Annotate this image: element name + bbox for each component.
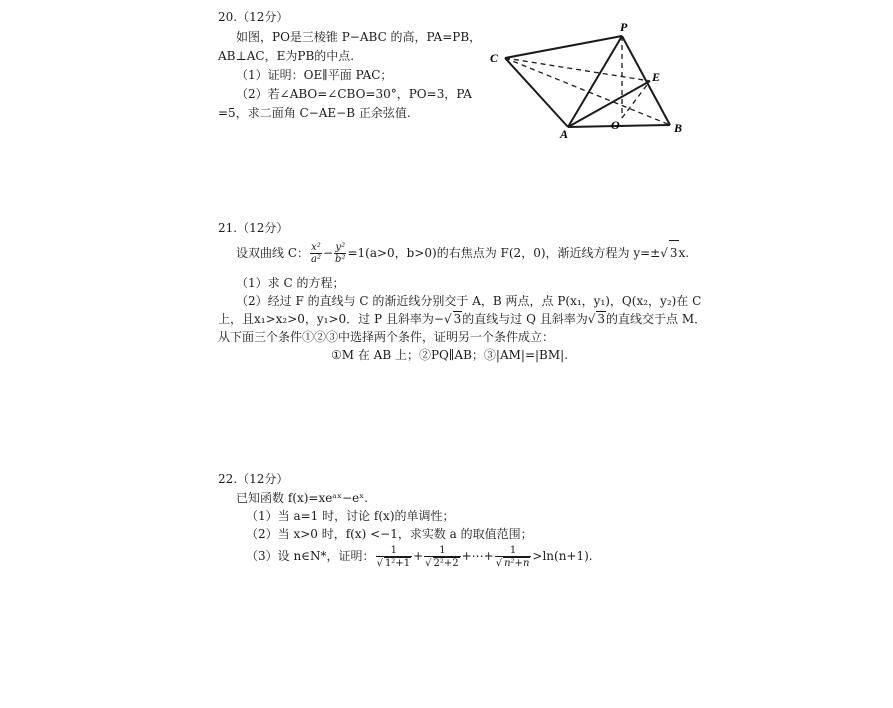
fraction-denominator xyxy=(495,557,532,569)
q21-setup xyxy=(236,240,689,265)
radicand: 3 xyxy=(453,312,462,326)
fraction-term-1 xyxy=(376,545,413,569)
label-e: E xyxy=(652,70,661,84)
q20-part1: （1）证明：OE∥平面 PAC； xyxy=(236,68,393,82)
fraction-x2-a2 xyxy=(310,242,322,265)
q21-part1: （1）求 C 的方程； xyxy=(236,276,345,290)
q20-part2-line2: =5，求二面角 C−AE−B 正余弦值. xyxy=(218,106,411,120)
fraction-numerator: 1 xyxy=(424,545,461,557)
radical-sign: √ xyxy=(443,312,452,326)
q22-part3-end: >ln(n+1). xyxy=(532,549,593,563)
q22-part3-prefix: （3）设 n∈N*，证明： xyxy=(246,549,375,563)
label-b: B xyxy=(674,121,683,135)
q20-header: 20.（12分） xyxy=(218,10,289,24)
fraction-term-2 xyxy=(424,545,461,569)
q22-part3 xyxy=(246,543,593,569)
label-p: P xyxy=(620,20,628,34)
label-o: O xyxy=(611,118,620,132)
fraction-term-n xyxy=(495,545,532,569)
label-c: C xyxy=(490,51,499,65)
q21-part2-line1: （2）经过 F 的直线与 C 的渐近线分别交于 A，B 两点，点 P(x₁，y₁)，Q(x₂，y₂)在 C xyxy=(236,294,702,308)
fraction-numerator: 1 xyxy=(495,545,532,557)
radicand: 3 xyxy=(597,312,606,326)
pyramid-figure xyxy=(480,15,695,140)
radical-sign: √ xyxy=(425,557,432,569)
radical-sign: √ xyxy=(495,557,503,569)
q21-part2-line2-a: 上，且x₁>x₂>0，y₁>0．过 P 且斜率为− xyxy=(218,312,444,326)
q20-part2-line1: （2）若∠ABO=∠CBO=30°，PO=3，PA xyxy=(236,87,472,101)
q22-intro: 已知函数 f(x)=xeᵃˣ−eˣ. xyxy=(236,491,369,505)
radicand: n²+n xyxy=(504,557,530,569)
q21-setup-end: x. xyxy=(678,246,690,260)
q21-part2-line2 xyxy=(218,310,706,327)
fraction-denominator: b² xyxy=(335,254,346,265)
radical-sign: √ xyxy=(587,312,596,326)
q21-part2-line2-c: 的直线交于点 M． xyxy=(606,312,707,326)
fraction-numerator: x² xyxy=(311,242,321,253)
ellipsis: +⋯+ xyxy=(461,549,494,563)
q21-setup-mid: =1(a>0，b>0)的右焦点为 F(2，0)，渐近线方程为 y=± xyxy=(347,246,661,260)
q20-intro-line2: AB⊥AC，E为PB的中点. xyxy=(218,49,355,63)
radical-sign: √ xyxy=(660,246,668,260)
q22-part2: （2）当 x>0 时，f(x) <−1，求实数 a 的取值范围； xyxy=(246,527,533,541)
q21-header: 21.（12分） xyxy=(218,221,289,235)
q21-conditions: ①M 在 AB 上；②PQ∥AB；③|AM|=|BM|. xyxy=(331,348,569,362)
fraction-denominator: a² xyxy=(311,254,321,265)
q22-part1: （1）当 a=1 时，讨论 f(x)的单调性； xyxy=(246,509,455,523)
q21-part2-line2-b: 的直线与过 Q 且斜率为 xyxy=(462,312,588,326)
radical-sign: √ xyxy=(376,557,383,569)
fraction-denominator xyxy=(424,557,461,569)
fraction-numerator: 1 xyxy=(376,545,413,557)
q21-part2-line3: 从下面三个条件①②③中选择两个条件，证明另一个条件成立： xyxy=(218,330,555,344)
radicand: 3 xyxy=(669,240,679,265)
radicand: 2²+2 xyxy=(433,557,459,569)
radicand: 1²+1 xyxy=(384,557,411,569)
minus-sign: − xyxy=(322,246,334,260)
q21-setup-prefix: 设双曲线 C： xyxy=(236,246,309,260)
fraction-denominator xyxy=(376,557,413,569)
q22-header: 22.（12分） xyxy=(218,472,289,486)
fraction-y2-b2 xyxy=(334,242,346,265)
label-a: A xyxy=(560,127,569,140)
fraction-numerator: y² xyxy=(335,242,346,253)
plus-sign: + xyxy=(413,549,424,563)
q20-intro-line1: 如图，PO是三棱锥 P−ABC 的高，PA=PB， xyxy=(236,30,482,44)
